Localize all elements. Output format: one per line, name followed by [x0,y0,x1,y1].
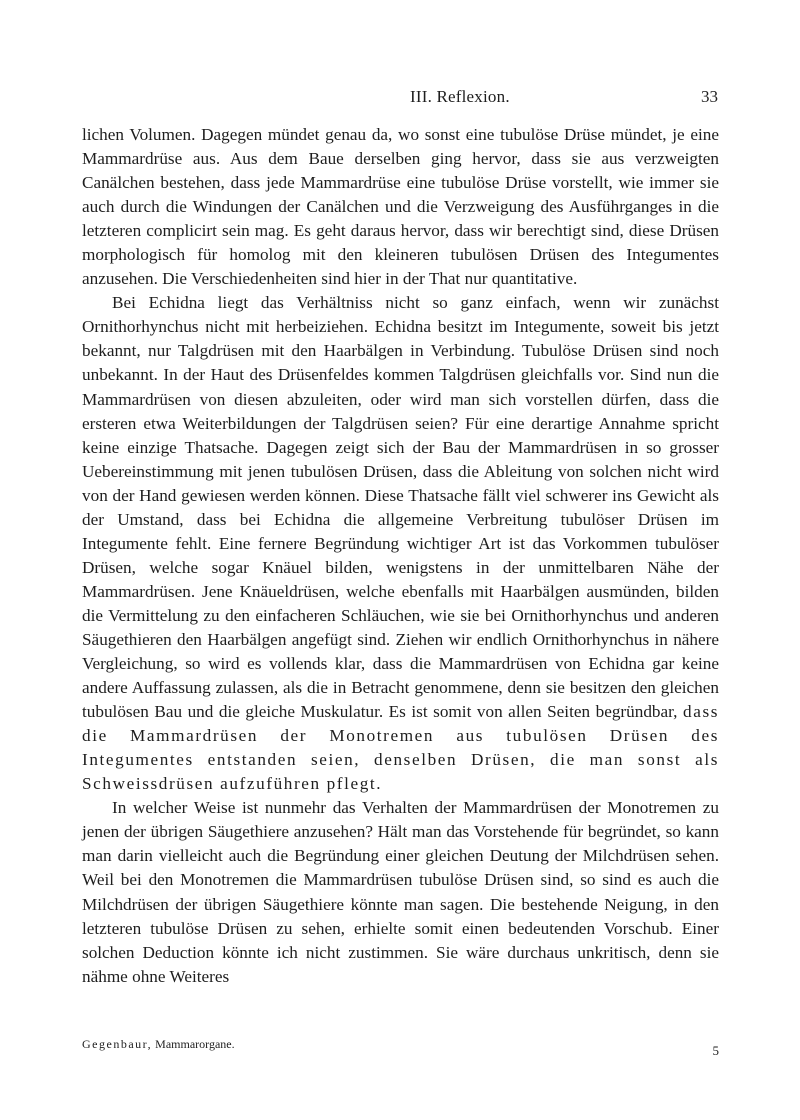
signature-author: Gegenbaur, [82,1037,153,1051]
signature-work: Mammarorgane. [155,1037,235,1051]
body-text [82,123,719,989]
paragraph-2-text: Bei Echidna liegt das Verhältniss nicht so ganz einfach, wenn wir zunächst Ornithorhynchus nicht mit herbeiziehen. Echidna besitzt im Integumente, soweit bis jetzt bekannt, nur Talgdrüsen mit den Haarbälgen in Verbindung. Tubulöse Drüsen sind noch unbekannt. In der Haut des Drüsenfeldes kommen Talgdrüsen gleichfalls vor. Sind nun die Mammardrüsen von diesen abzuleiten, oder wird man sich vorstellen dürfen, dass die ersteren etwa Weiterbildungen der Talgdrüsen seien? Für eine derartige Annahme spricht keine einzige Thatsache. Dagegen zeigt sich der Bau der Mammardrüsen in so grosser Uebereinstimmung mit jenen tubulösen Drüsen, dass die Ableitung von solchen nicht wird von der Hand gewiesen werden können. Diese Thatsache fällt viel schwerer ins Gewicht als der Umstand, dass bei Echidna die allgemeine Verbreitung tubulöser Drüsen im Integumente fehlt. Eine fernere Begründung wichtiger Art ist das Vorkommen tubulöser Drüsen, welche sogar Knäuel bilden, wenigstens in der unmittelbaren Nähe der Mammardrüsen. Jene Knäueldrüsen, welche ebenfalls mit Haarbälgen ausmünden, bilden die Vermittelung zu den einfacheren Schläuchen, wie sie bei Ornithorhynchus und anderen Säugethieren den Haarbälgen angefügt sind. Ziehen wir endlich Ornithorhynchus in nähere Vergleichung, so wird es vollends klar, dass die Mammardrüsen von Echidna gar keine andere Auffassung zulassen, als die in Betracht genommene, denn sie besitzen den gleichen tubulösen Bau und die gleiche Muskulatur. Es ist somit von allen Seiten begründbar, [82,293,719,722]
printer-signature [82,1037,235,1052]
paragraph-1: lichen Volumen. Dagegen mündet genau da, wo sonst eine tubulöse Drüse mündet, je eine Mammardrüse aus. Aus dem Baue derselben ging hervor, dass sie aus verzweigten Canälchen bestehen, dass jede Mammardrüse eine tubulöse Drüse vorstellt, wie immer sie auch durch die Windungen der Canälchen und die Verzweigung des Ausführganges in die letzteren complicirt sein mag. Es geht daraus hervor, dass wir berechtigt sind, diese Drüsen morphologisch für homolog mit den kleineren tubulösen Drüsen des Integumentes anzusehen. Die Verschiedenheiten sind hier in der That nur quantitative. [82,125,719,289]
paragraph-3: In welcher Weise ist nunmehr das Verhalten der Mammardrüsen der Monotremen zu jenen der übrigen Säugethiere anzusehen? Hält man das Vorstehende für begründet, so kann man darin vielleicht auch die Begründung einer gleichen Deutung der Milchdrüsen sehen. Weil bei den Monotremen die Mammardrüsen tubulöse Drüsen sind, so sind es auch die Milchdrüsen der übrigen Säugethiere könnte man sagen. Die bestehende Neigung, in den letzteren tubulöse Drüsen zu sehen, erhielte somit einen bedeutenden Vorschub. Einer solchen Deduction könnte ich nicht zustimmen. Sie wäre durchaus unkritisch, denn sie nähme ohne Weiteres [82,798,719,986]
page-header [410,87,718,117]
paragraph-2 [82,291,719,796]
page-number: 33 [701,87,718,106]
running-title: III. Reflexion. [410,87,510,106]
paragraph-2-emphasis: dass die Mammardrüsen der Monotremen aus tubulösen Drüsen des Integumentes entstanden seien, denselben Drüsen, die man sonst als Schweissdrüsen aufzuführen pflegt. [82,702,720,794]
sheet-mark: 5 [712,1043,719,1058]
page-footer [82,1037,719,1059]
